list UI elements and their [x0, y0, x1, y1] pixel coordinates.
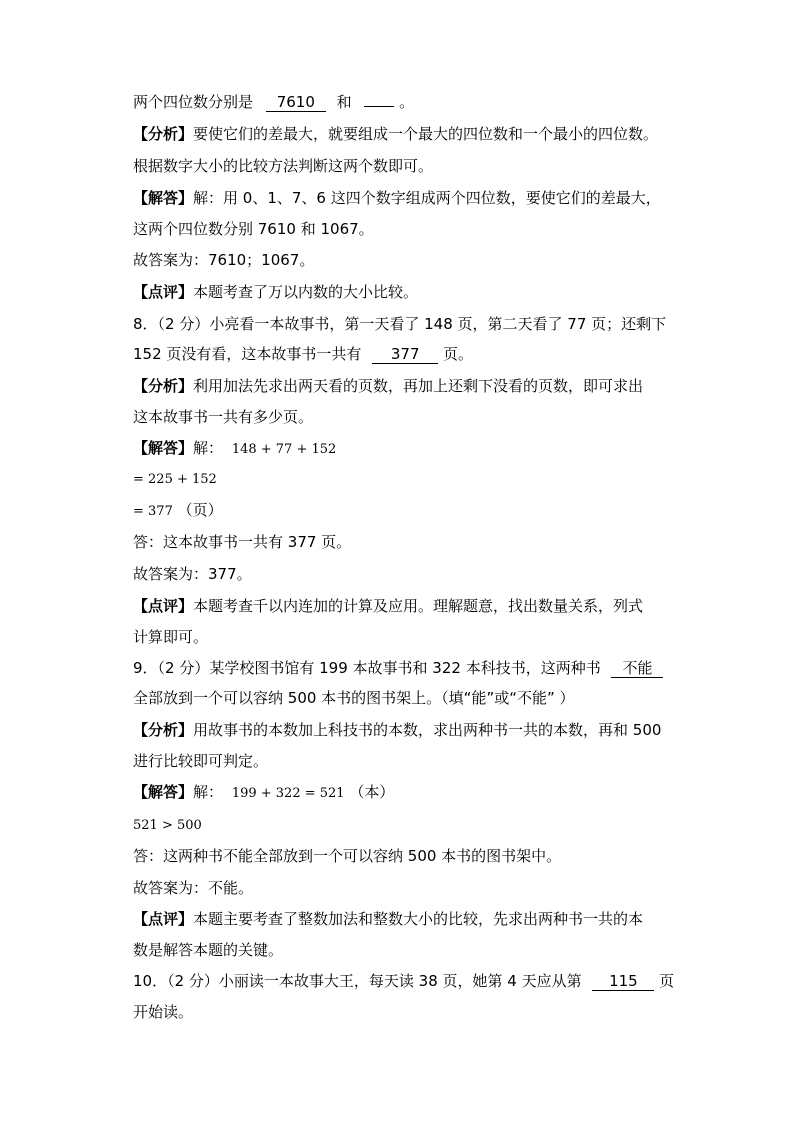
q8-analysis-text-1: 利用加法先求出两天看的页数，再加上还剩下没看的页数，即可求出 — [193, 377, 644, 395]
q9-calc-1: 199 + 322 = 521 — [231, 786, 345, 801]
q7-comment — [133, 282, 418, 302]
q10-stem-line-1 — [133, 971, 674, 991]
q7-answer-text-1: 解：用 0、1、7、6 这四个数字组成两个四位数，要使它们的差最大， — [193, 189, 661, 207]
q8-analysis-line-1 — [133, 376, 643, 396]
q8-comment-text-1: 本题考查千以内连加的计算及应用。理解题意，找出数量关系，列式 — [193, 597, 644, 615]
q9-answer-tag: 【解答】 — [133, 783, 194, 801]
q9-analysis-line-2: 进行比较即可判定。 — [133, 752, 269, 770]
q8-comment-line-2: 计算即可。 — [133, 628, 209, 646]
q8-calc-2: = 225 + 152 — [133, 472, 217, 487]
q9-answer-label: 解： — [193, 783, 224, 801]
q9-stem-line-1 — [133, 658, 663, 678]
q9-comment-line-1 — [133, 909, 643, 929]
q9-comment-text-1: 本题主要考查了整数加法和整数大小的比较，先求出两种书一共的本 — [193, 910, 644, 928]
q8-calc-3: = 377 — [133, 504, 173, 519]
q9-comment-tag: 【点评】 — [133, 910, 194, 928]
q7-blank-2 — [364, 106, 394, 107]
q8-final-answer: 故答案为：377。 — [133, 565, 252, 583]
q8-calc-1: 148 + 77 + 152 — [231, 442, 337, 457]
q7-stem — [133, 92, 414, 112]
q9-stem-line-2: 全部放到一个可以容纳 500 本书的图书架上。（填“能”或“不能” ） — [133, 689, 575, 707]
q7-stem-prefix: 两个四位数分别是 — [133, 93, 254, 111]
q9-calc-2: 521 > 500 — [133, 818, 202, 833]
q10-stem-prefix: 10．（2 分）小丽读一本故事大王，每天读 38 页，她第 4 天应从第 — [133, 972, 582, 990]
q8-analysis-tag: 【分析】 — [133, 377, 194, 395]
q9-reply: 答：这两种书不能全部放到一个可以容纳 500 本书的图书架中。 — [133, 847, 562, 865]
q8-answer-tag: 【解答】 — [133, 439, 194, 457]
q7-analysis-line-1 — [133, 124, 658, 144]
q7-analysis-line-2: 根据数字大小的比较方法判断这两个数即可。 — [133, 157, 434, 175]
q9-stem-prefix: 9．（2 分）某学校图书馆有 199 本故事书和 322 本科技书，这两种书 — [133, 659, 601, 677]
q7-comment-text: 本题考查了万以内数的大小比较。 — [193, 283, 419, 301]
q8-answer-line — [133, 438, 336, 460]
q9-blank: 不能 — [611, 659, 663, 678]
q9-calc-1-unit: （本） — [349, 783, 395, 801]
q10-stem-line-2: 开始读。 — [133, 1003, 194, 1021]
q10-blank: 115 — [592, 972, 654, 991]
q7-conj: 和 — [336, 93, 352, 111]
q7-blank-1: 7610 — [266, 93, 326, 112]
q8-stem-prefix: 152 页没有看，这本故事书一共有 — [133, 345, 362, 363]
q8-stem-suffix: 页。 — [442, 345, 473, 363]
q8-comment-line-1 — [133, 596, 643, 616]
q7-stem-suffix: 。 — [399, 93, 415, 111]
q8-reply: 答：这本故事书一共有 377 页。 — [133, 533, 352, 551]
q9-analysis-tag: 【分析】 — [133, 721, 194, 739]
q9-analysis-line-1 — [133, 720, 661, 740]
q7-analysis-text-1: 要使它们的差最大，就要组成一个最大的四位数和一个最小的四位数。 — [193, 125, 659, 143]
q8-answer-label: 解： — [193, 439, 224, 457]
q8-calc-3-unit: （页） — [177, 501, 223, 519]
q9-answer-line — [133, 782, 394, 804]
q7-answer-line-1 — [133, 188, 661, 208]
q7-answer-line-2: 这两个四位数分别 7610 和 1067。 — [133, 220, 374, 238]
q8-blank: 377 — [372, 345, 438, 364]
q10-stem-suffix: 页 — [659, 972, 675, 990]
q7-answer-tag: 【解答】 — [133, 189, 194, 207]
q9-final-answer: 故答案为：不能。 — [133, 879, 254, 897]
q8-stem-line-2 — [133, 344, 473, 364]
q9-comment-line-2: 数是解答本题的关键。 — [133, 941, 284, 959]
q7-comment-tag: 【点评】 — [133, 283, 194, 301]
q7-final-answer: 故答案为：7610；1067。 — [133, 251, 315, 269]
q9-analysis-text-1: 用故事书的本数加上科技书的本数，求出两种书一共的本数，再和 500 — [193, 721, 662, 739]
q8-analysis-line-2: 这本故事书一共有多少页。 — [133, 408, 314, 426]
q8-comment-tag: 【点评】 — [133, 597, 194, 615]
q7-analysis-tag: 【分析】 — [133, 125, 194, 143]
q8-calc-3-line — [133, 500, 223, 522]
q8-stem-line-1: 8．（2 分）小亮看一本故事书，第一天看了 148 页，第二天看了 77 页；还剩下 — [133, 315, 667, 333]
